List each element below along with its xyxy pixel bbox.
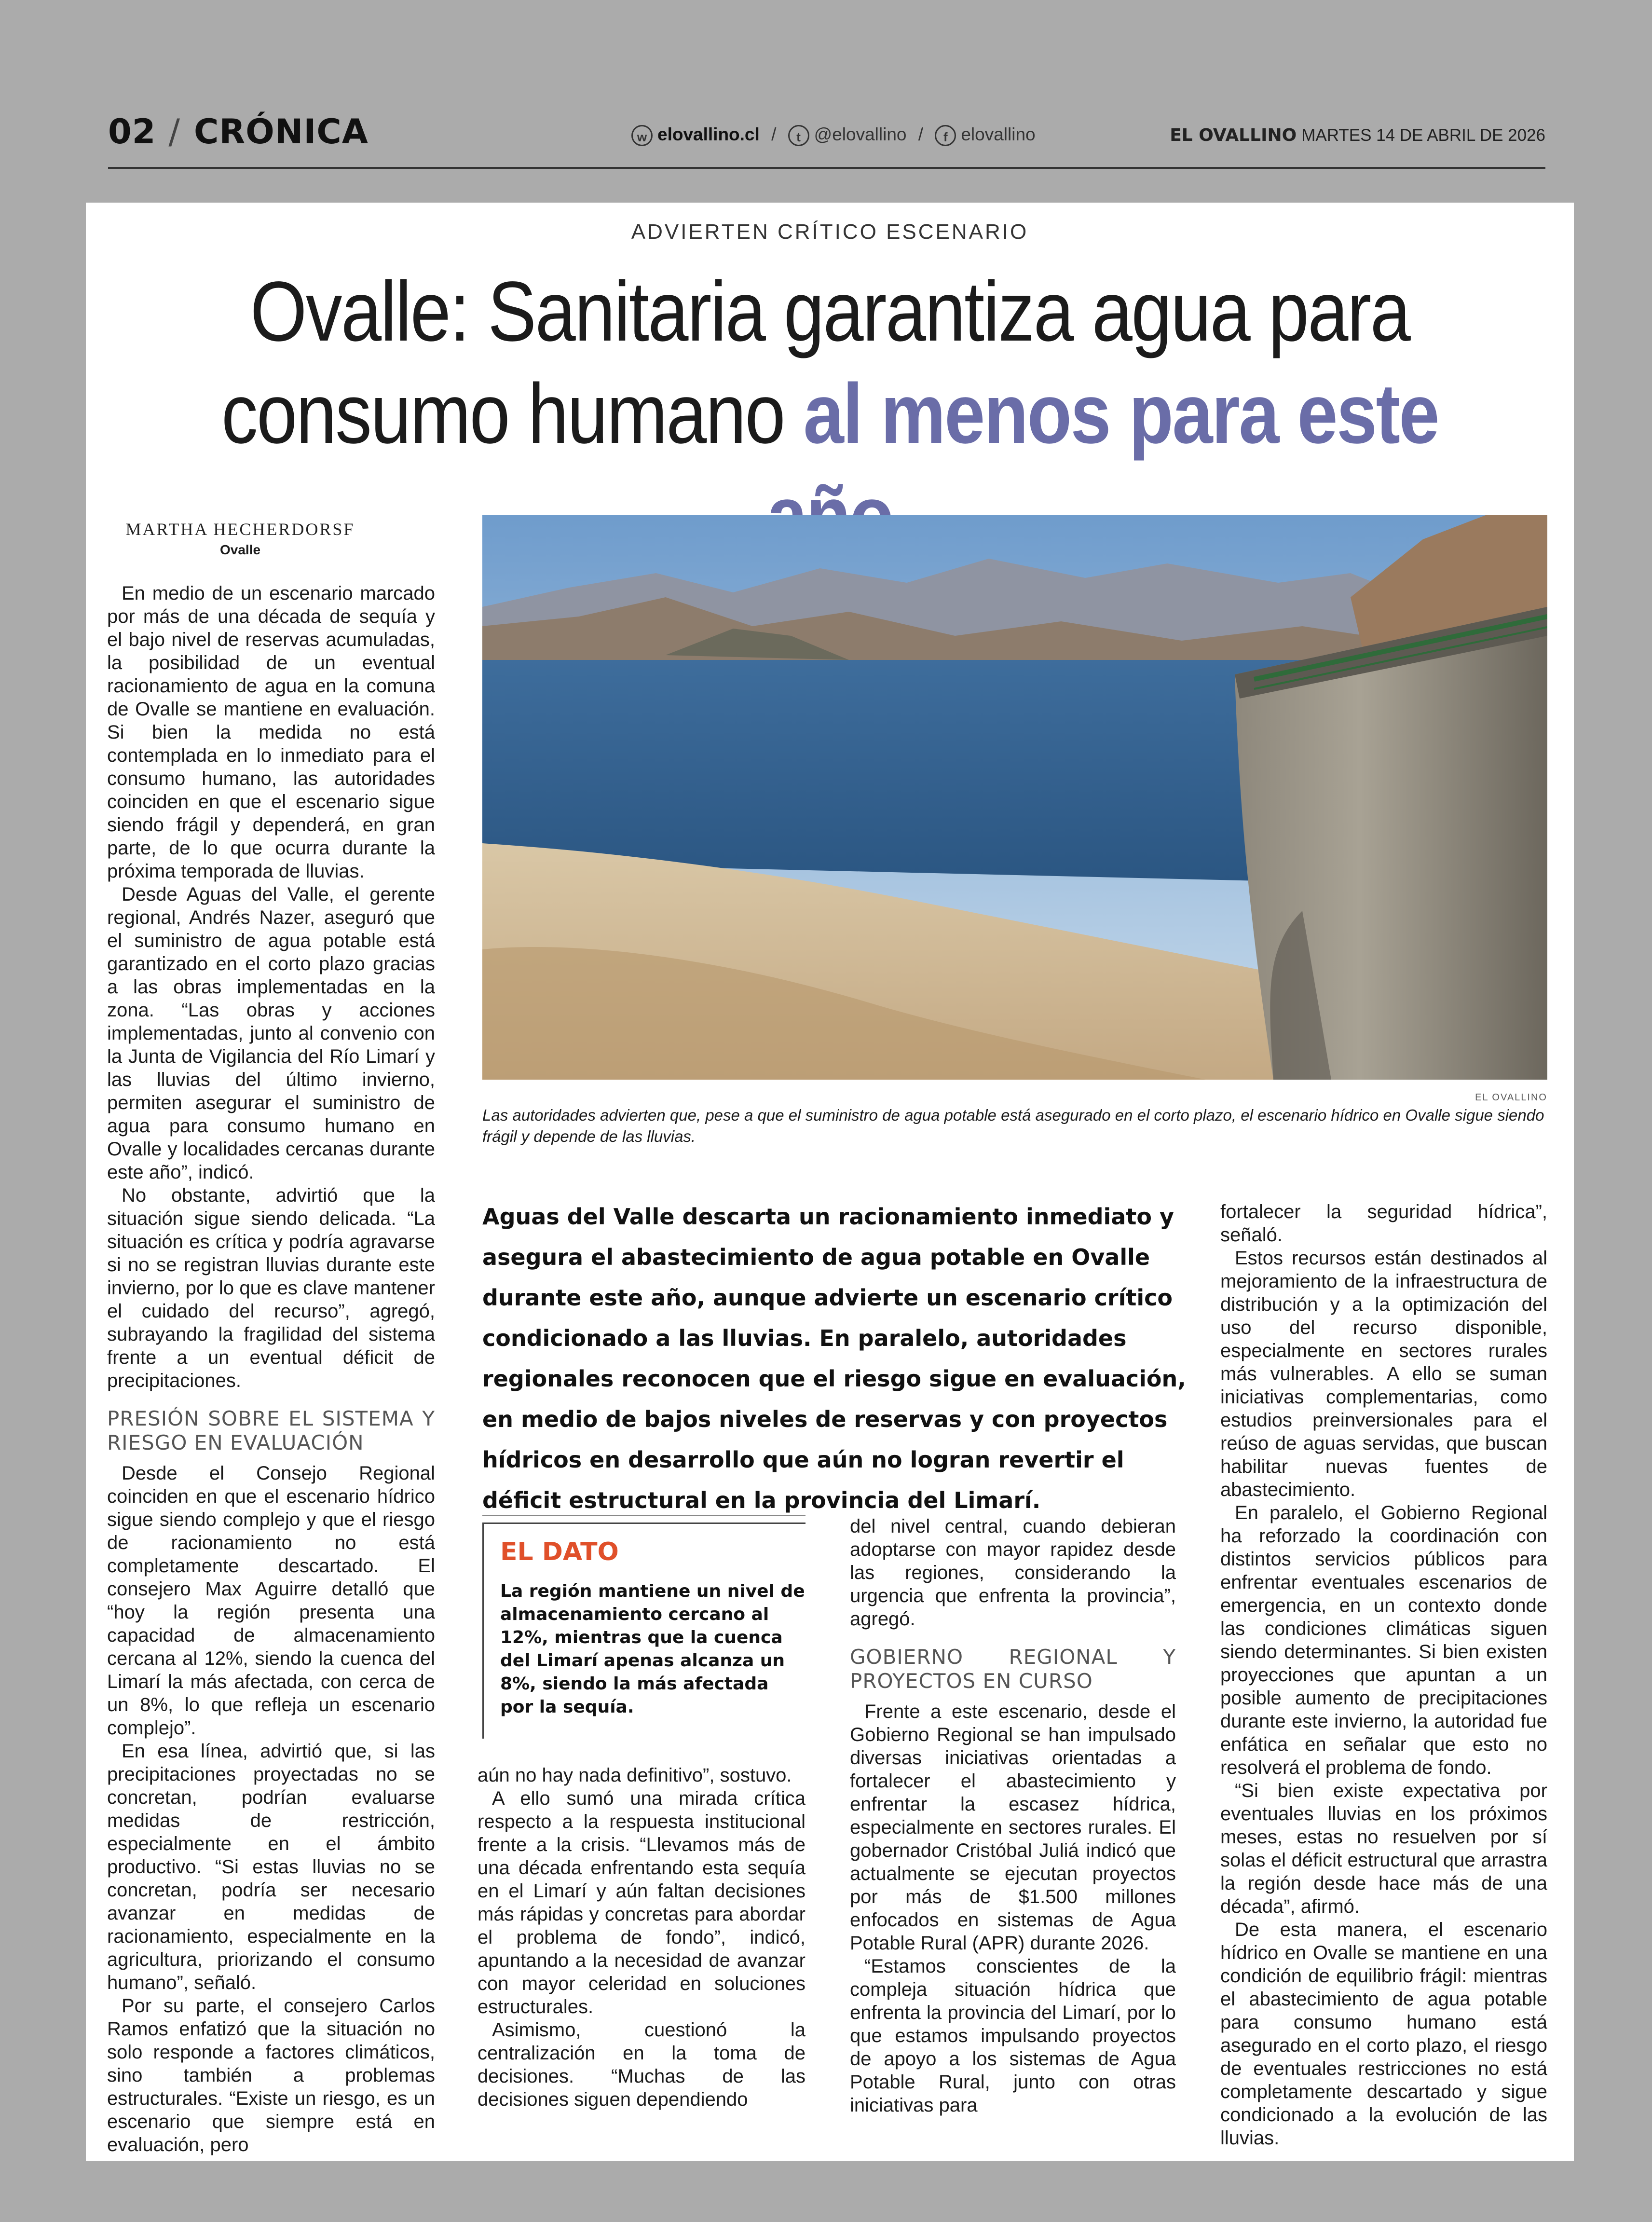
reservoir-illustration <box>482 515 1547 1080</box>
facebook-handle[interactable]: elovallino <box>961 124 1036 144</box>
paragraph: En paralelo, el Gobierno Regional ha reforzado la coordinación con distintos servicios públicos para enfrentar eventuales escenarios de emergencia, en un contexto donde las condiciones climáticas siguen siendo determinantes. Si bien existen proyecciones que apuntan a un posible aumento de precipitaciones durante este invierno, la autoridad fue enfática en señalar que esto no resolverá el problema de fondo. <box>1220 1502 1547 1778</box>
title-highlight: al menos para este <box>803 367 1439 461</box>
reservoir-photo <box>482 515 1547 1080</box>
article-lead: Aguas del Valle descarta un racionamiento inmediato y asegura el abastecimiento de agua potable en Ovalle durante este año, aunque advierte un escenario crítico condicionado a las lluvias. En paralelo, autoridades regionales reconocen que el riesgo sigue en evaluación, en medio de bajos niveles de reservas y con proyectos hídricos en desarrollo que aún no logran revertir el déficit estructural en la provincia del Limarí. <box>482 1204 1186 1513</box>
body-column-3 <box>850 1515 1176 2117</box>
paragraph: Asimismo, cuestionó la centralización en la toma de decisiones. “Muchas de las decisiones siguen dependiendo <box>478 2019 806 2110</box>
byline <box>86 519 395 558</box>
web-icon: w <box>631 125 653 146</box>
paragraph: fortalecer la seguridad hídrica”, señaló. <box>1220 1201 1547 1246</box>
newspaper-info <box>1170 125 1545 145</box>
social-links: w elovallino.cl / t @elovallino / f elovallino <box>631 124 1036 146</box>
paragraph: Frente a este escenario, desde el Gobierno Regional se han impulsado diversas iniciativas orientadas a fortalecer el abastecimiento y enfrentar la escasez hídrica, especialmente en sectores rurales. El gobernador Cristóbal Juliá indicó que actualmente se ejecutan proyectos por más de $1.500 millones enfocados en sistemas de Agua Potable Rural (APR) durante 2026. <box>850 1701 1176 1954</box>
subhead-gobierno: GOBIERNO REGIONAL Y PROYECTOS EN CURSO <box>850 1645 1176 1693</box>
article-kicker: ADVIERTEN CRÍTICO ESCENARIO <box>631 220 1029 244</box>
paragraph: del nivel central, cuando debieran adoptarse con mayor rapidez desde las regiones, considerando la urgencia que enfrenta la provincia”, agregó. <box>850 1516 1176 1630</box>
paragraph: En esa línea, advirtió que, si las precipitaciones proyectadas no se concretan, podrían evaluarse medidas de restricción, especialmente en el ámbito productivo. “Si estas lluvias no se concretan, podría ser necesario avanzar en medidas de racionamiento, especialmente en la agricultura, priorizando el consumo humano”, señaló. <box>107 1741 435 1993</box>
el-dato-title: EL DATO <box>500 1537 619 1566</box>
paragraph: De esta manera, el escenario hídrico en Ovalle se mantiene en una condición de equilibrio frágil: mientras el abastecimiento de agua potable para consumo humano está asegurado en el corto plazo, el riesgo de eventuales restricciones no está completamente descartado y sigue condicionado a la evolución de las lluvias. <box>1220 1919 1547 2149</box>
website-link[interactable]: elovallino.cl <box>657 124 760 144</box>
author-name: MARTHA HECHERDORSF <box>125 520 355 539</box>
body-column-2 <box>478 1764 806 2111</box>
title-main: Ovalle: Sanitaria garantiza agua para consumo humano <box>221 264 1410 461</box>
paragraph: Por su parte, el consejero Carlos Ramos enfatizó que la situación no solo responde a factores climáticos, sino también a problemas estructurales. “Existe un riesgo, es un escenario que siempre está en evaluación, pero <box>107 1995 435 2155</box>
dateline-location: Ovalle <box>219 542 261 557</box>
page-header <box>108 105 1545 169</box>
facebook-icon: f <box>935 125 956 146</box>
paragraph: Desde Aguas del Valle, el gerente regional, Andrés Nazer, aseguró que el suministro de agua potable está garantizado en el corto plazo gracias a las obras implementadas en la zona. “Las obras y acciones implementadas, junto al convenio con la Junta de Vigilancia del Río Limarí y las lluvias del último invierno, permiten asegurar el suministro de agua para consumo humano en Ovalle y localidades cercanas durante este año”, indicó. <box>107 884 435 1183</box>
article-card <box>86 203 1574 2161</box>
twitter-handle[interactable]: @elovallino <box>814 124 907 144</box>
paragraph: “Estamos conscientes de la compleja situación hídrica que enfrenta la provincia del Limarí, por lo que estamos impulsando proyectos de apoyo a los sistemas de Agua Potable Rural, junto con otras iniciativas para <box>850 1956 1176 2116</box>
paragraph: aún no hay nada definitivo”, sostuvo. <box>478 1765 792 1786</box>
paragraph: Desde el Consejo Regional coinciden en que el escenario hídrico sigue siendo complejo y que el riesgo de racionamiento no está completamente descartado. El consejero Max Aguirre detalló que “hoy la región presenta una capacidad de almacenamiento cercana al 12%, siendo la cuenca del Limarí la más afectada, con cerca de un 8%, lo que refleja un escenario complejo”. <box>107 1463 435 1739</box>
paragraph: Estos recursos están destinados al mejoramiento de la infraestructura de distribución y a la optimización del uso del recurso disponible, especialmente en sectores rurales más vulnerables. A ello se suman iniciativas complementarias, como estudios preinversionales para el reúso de aguas servidas, que buscan habilitar nuevas fuentes de abastecimiento. <box>1220 1248 1547 1500</box>
paragraph: No obstante, advirtió que la situación sigue siendo delicada. “La situación es crítica y podría agravarse si no se registran lluvias durante este invierno, por lo que es clave mantener el cuidado del recurso”, agregó, subrayando la fragilidad del sistema frente a un eventual déficit de precipitaciones. <box>107 1185 435 1391</box>
page-number: 02 <box>108 112 156 151</box>
issue-date: MARTES 14 DE ABRIL DE 2026 <box>1301 126 1545 145</box>
paragraph: A ello sumó una mirada crítica respecto a la respuesta institucional frente a la crisis. “Llevamos más de una década enfrentando esta sequía en el Limarí y aún faltan decisiones más rápidas y concretas para abordar el problema de fondo”, indicó, apuntando a la necesidad de avanzar con mayor celeridad en soluciones estructurales. <box>478 1788 806 2017</box>
photo-credit: EL OVALLINO <box>1475 1092 1547 1103</box>
section-label: 02 / CRÓNICA <box>108 112 369 151</box>
photo-caption: Las autoridades advierten que, pese a que el suministro de agua potable está asegurado en el corto plazo, el escenario hídrico en Ovalle sigue siendo frágil y depende de las lluvias. <box>482 1106 1544 1145</box>
paragraph: En medio de un escenario marcado por más de una década de sequía y el bajo nivel de reservas acumuladas, la posibilidad de un eventual racionamiento de agua en la comuna de Ovalle se mantiene en evaluación. Si bien la medida no está contemplada en lo inmediato para el consumo humano, las autoridades coinciden en que el escenario sigue siendo frágil y dependerá, en gran parte, de lo que ocurra durante la próxima temporada de lluvias. <box>107 583 435 882</box>
newspaper-name: EL OVALLINO <box>1170 125 1297 145</box>
paragraph: “Si bien existe expectativa por eventuales lluvias en los próximos meses, estas no resuelven por sí solas el déficit estructural que arrastra la región desde hace más de una década”, afirmó. <box>1220 1780 1547 1917</box>
section-name: CRÓNICA <box>194 112 369 151</box>
twitter-icon: t <box>788 125 809 146</box>
subhead-presion: PRESIÓN SOBRE EL SISTEMA Y RIESGO EN EVALUACIÓN <box>107 1407 435 1454</box>
body-column-1 <box>107 582 435 2156</box>
el-dato-box <box>482 1522 806 1739</box>
el-dato-text: La región mantiene un nivel de almacenamiento cercano al 12%, mientras que la cuenca del Limarí apenas alcanza un 8%, siendo la más afectada por la sequía. <box>500 1581 805 1717</box>
body-column-4 <box>1220 1200 1547 2150</box>
